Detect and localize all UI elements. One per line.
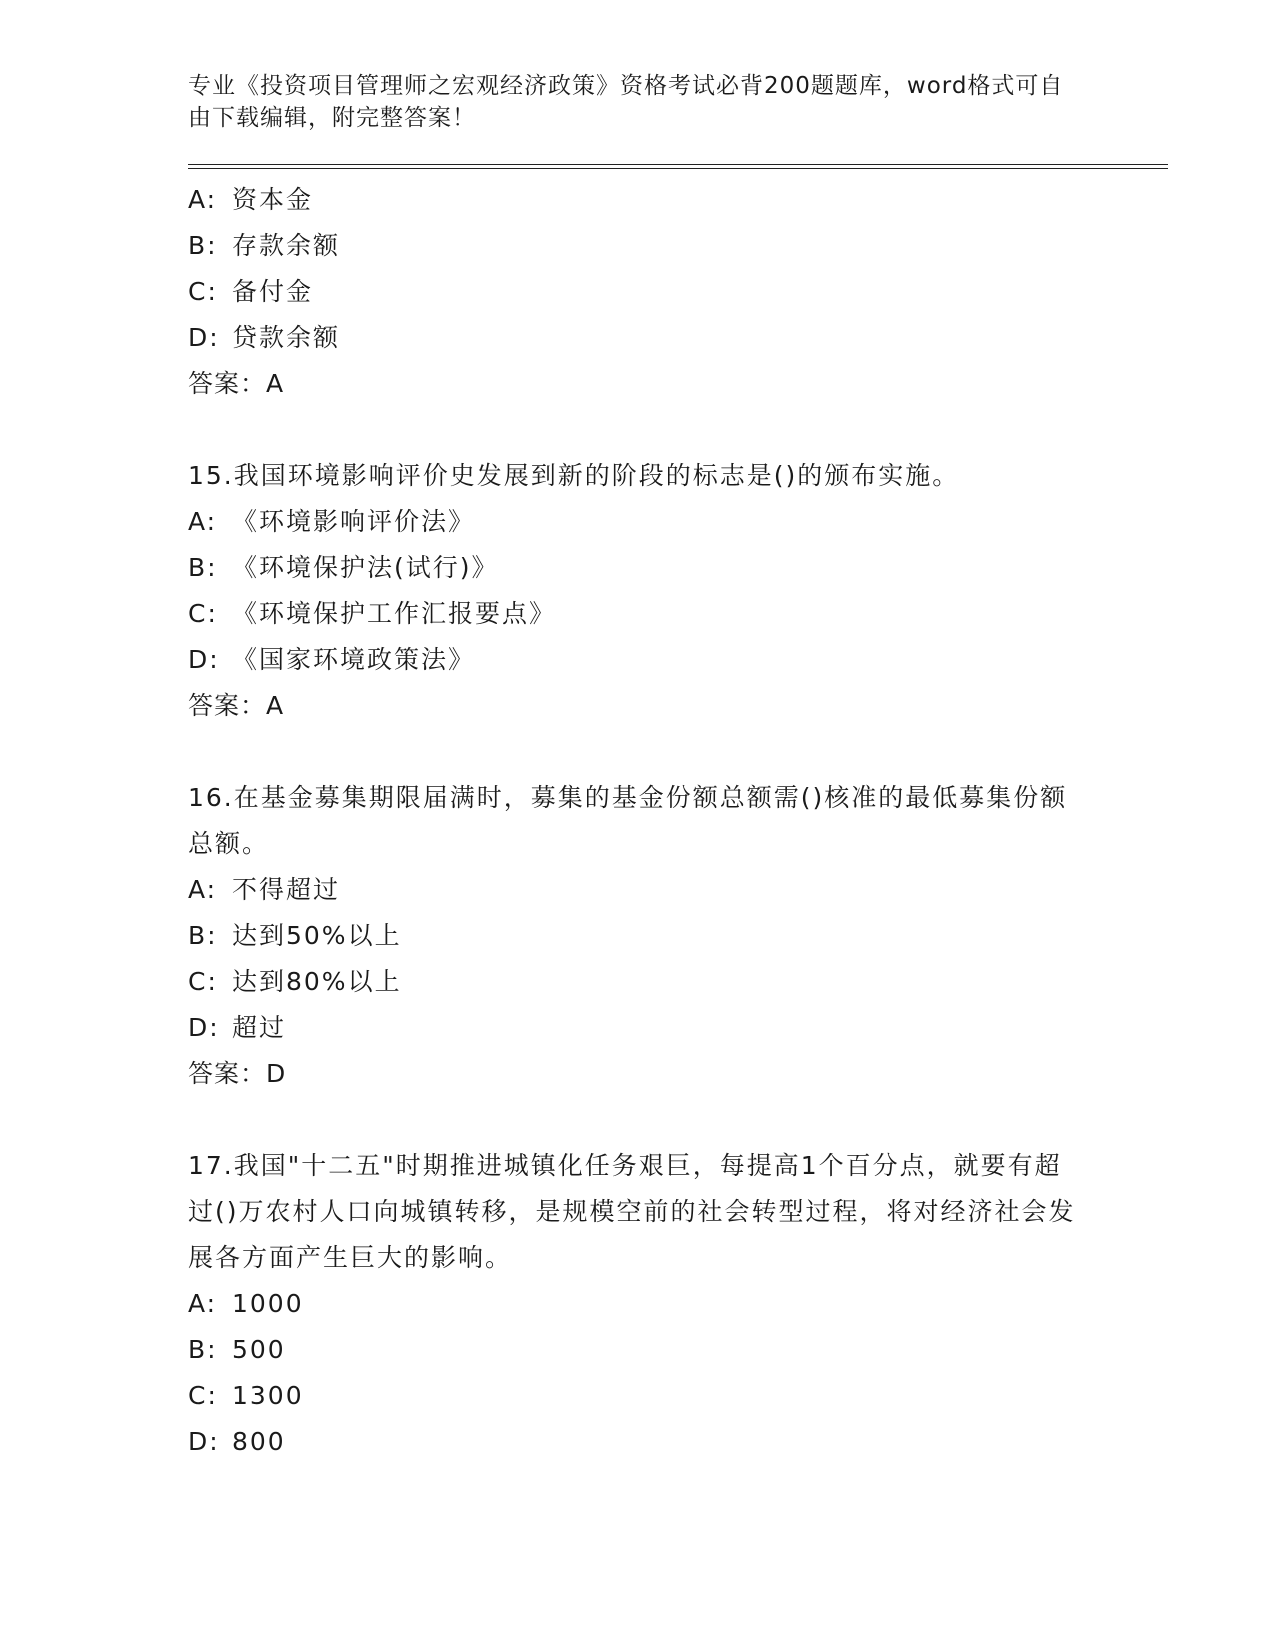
option-c: C: 1300	[188, 1381, 304, 1410]
question-block	[188, 177, 1168, 407]
question-text: 16.在基金募集期限届满时，募集的基金份额总额需()核准的最低募集份额总额。	[188, 783, 1068, 858]
answer-line: 答案：D	[188, 1059, 287, 1088]
document-page	[188, 70, 1168, 1465]
question-text: 17.我国"十二五"时期推进城镇化任务艰巨，每提高1个百分点，就要有超过()万农村人口向城镇转移，是规模空前的社会转型过程，将对经济社会发展各方面产生巨大的影响。	[188, 1151, 1076, 1272]
option-a: A: 1000	[188, 1289, 304, 1318]
question-block	[188, 453, 1168, 729]
option-d: D: 超过	[188, 1013, 287, 1042]
option-c: C: 《环境保护工作汇报要点》	[188, 599, 557, 628]
option-d: D: 800	[188, 1427, 286, 1456]
option-c: C: 备付金	[188, 277, 314, 306]
option-a: A: 不得超过	[188, 875, 341, 904]
option-b: B: 存款余额	[188, 231, 341, 260]
header-divider	[188, 164, 1168, 169]
option-d: D: 《国家环境政策法》	[188, 645, 476, 674]
question-list	[188, 177, 1168, 1465]
question-text: 15.我国环境影响评价史发展到新的阶段的标志是()的颁布实施。	[188, 461, 960, 490]
document-header: 专业《投资项目管理师之宏观经济政策》资格考试必背200题题库，word格式可自由下载编辑，附完整答案！	[188, 73, 1064, 131]
option-b: B: 500	[188, 1335, 286, 1364]
answer-line: 答案：A	[188, 369, 285, 398]
option-b: B: 《环境保护法(试行)》	[188, 553, 499, 582]
option-b: B: 达到50%以上	[188, 921, 402, 950]
answer-line: 答案：A	[188, 691, 285, 720]
option-a: A: 资本金	[188, 185, 314, 214]
option-a: A: 《环境影响评价法》	[188, 507, 476, 536]
question-block	[188, 775, 1168, 1097]
option-d: D: 贷款余额	[188, 323, 341, 352]
option-c: C: 达到80%以上	[188, 967, 402, 996]
question-block	[188, 1143, 1168, 1465]
